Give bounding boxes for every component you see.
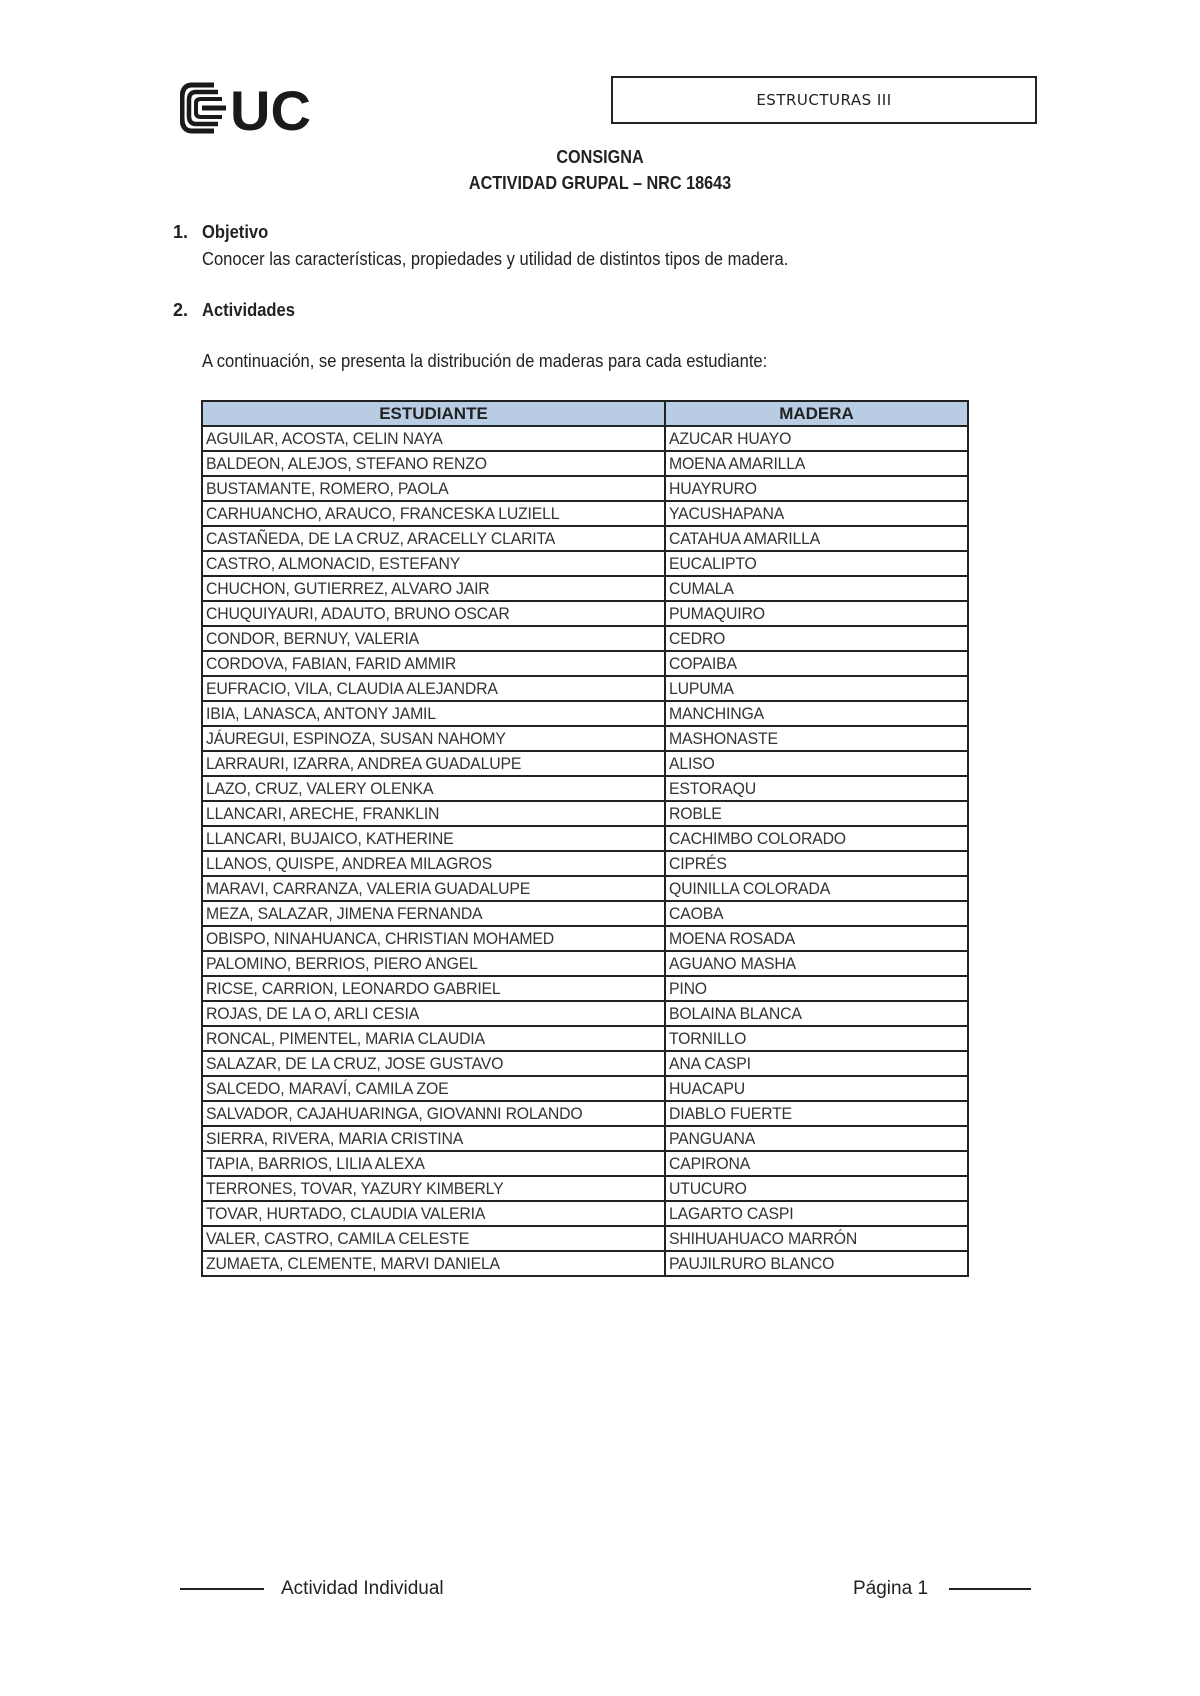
student-name-cell	[202, 851, 665, 876]
student-name: SALVADOR, CAJAHUARINGA, GIOVANNI ROLANDO	[206, 1104, 583, 1123]
student-name-cell	[202, 801, 665, 826]
student-name: SALAZAR, DE LA CRUZ, JOSE GUSTAVO	[206, 1054, 504, 1073]
wood-type: MANCHINGA	[669, 704, 764, 723]
wood-type: PUMAQUIRO	[669, 604, 765, 623]
wood-distribution-table	[201, 400, 969, 1277]
student-name-cell	[202, 651, 665, 676]
wood-type-cell	[665, 951, 968, 976]
course-name: ESTRUCTURAS III	[756, 91, 892, 109]
student-name: LLANOS, QUISPE, ANDREA MILAGROS	[206, 854, 492, 873]
student-name-cell	[202, 776, 665, 801]
wood-type: UTUCURO	[669, 1179, 747, 1198]
wood-type: YACUSHAPANA	[669, 504, 785, 523]
student-name: LLANCARI, BUJAICO, KATHERINE	[206, 829, 454, 848]
wood-type: MASHONASTE	[669, 729, 778, 748]
student-name-cell	[202, 601, 665, 626]
wood-type-cell	[665, 1176, 968, 1201]
wood-type-cell	[665, 1201, 968, 1226]
wood-type-cell	[665, 1026, 968, 1051]
wood-type-cell	[665, 1126, 968, 1151]
footer-left-text: Actividad Individual	[281, 1578, 444, 1599]
wood-type-cell	[665, 1151, 968, 1176]
student-name: CONDOR, BERNUY, VALERIA	[206, 629, 420, 648]
student-name-cell	[202, 676, 665, 701]
document-subtitle: ACTIVIDAD GRUPAL – NRC 18643	[468, 173, 732, 193]
student-name: AGUILAR, ACOSTA, CELIN NAYA	[206, 429, 443, 448]
student-name-cell	[202, 476, 665, 501]
student-name: TAPIA, BARRIOS, LILIA ALEXA	[206, 1154, 425, 1173]
section-number: 1.	[173, 222, 189, 242]
student-name-cell	[202, 451, 665, 476]
wood-type-cell	[665, 701, 968, 726]
wood-type-cell	[665, 876, 968, 901]
student-name-cell	[202, 976, 665, 1001]
student-name-cell	[202, 526, 665, 551]
wood-type-cell	[665, 851, 968, 876]
wood-type: CATAHUA AMARILLA	[669, 529, 821, 548]
wood-type-cell	[665, 1001, 968, 1026]
student-name-cell	[202, 551, 665, 576]
wood-type: CUMALA	[669, 579, 734, 598]
wood-type-cell	[665, 751, 968, 776]
table-row	[202, 901, 968, 926]
table-row	[202, 776, 968, 801]
table-row	[202, 501, 968, 526]
table-row	[202, 1001, 968, 1026]
wood-type: CAPIRONA	[669, 1154, 751, 1173]
student-name-cell	[202, 501, 665, 526]
course-name-box	[611, 76, 1037, 124]
table-row	[202, 526, 968, 551]
student-name: TOVAR, HURTADO, CLAUDIA VALERIA	[206, 1204, 486, 1223]
wood-type: MOENA ROSADA	[669, 929, 796, 948]
student-name: CASTRO, ALMONACID, ESTEFANY	[206, 554, 461, 573]
table-row	[202, 1126, 968, 1151]
student-name: SALCEDO, MARAVÍ, CAMILA ZOE	[206, 1079, 449, 1098]
student-name-cell	[202, 751, 665, 776]
student-name-cell	[202, 1001, 665, 1026]
wood-type-cell	[665, 501, 968, 526]
table-row	[202, 601, 968, 626]
section-actividades-heading	[173, 300, 303, 321]
wood-type-cell	[665, 676, 968, 701]
student-name-cell	[202, 626, 665, 651]
student-name: BALDEON, ALEJOS, STEFANO RENZO	[206, 454, 487, 473]
table-row	[202, 476, 968, 501]
logo-text: UC	[230, 82, 311, 134]
table-row	[202, 951, 968, 976]
wood-type: CACHIMBO COLORADO	[669, 829, 846, 848]
wood-type: HUAYRURO	[669, 479, 757, 498]
student-name: EUFRACIO, VILA, CLAUDIA ALEJANDRA	[206, 679, 498, 698]
student-name: ROJAS, DE LA O, ARLI CESIA	[206, 1004, 420, 1023]
wood-type-cell	[665, 526, 968, 551]
student-name: CHUQUIYAURI, ADAUTO, BRUNO OSCAR	[206, 604, 510, 623]
wood-type: SHIHUAHUACO MARRÓN	[669, 1229, 858, 1248]
student-name: CORDOVA, FABIAN, FARID AMMIR	[206, 654, 457, 673]
student-name: CARHUANCHO, ARAUCO, FRANCESKA LUZIELL	[206, 504, 560, 523]
table-header-row	[202, 401, 968, 426]
wood-type-cell	[665, 426, 968, 451]
student-name: LAZO, CRUZ, VALERY OLENKA	[206, 779, 434, 798]
wood-type: ESTORAQU	[669, 779, 756, 798]
table-row	[202, 651, 968, 676]
table-row	[202, 626, 968, 651]
wood-type: ANA CASPI	[669, 1054, 751, 1073]
wood-type-cell	[665, 626, 968, 651]
section-heading: Objetivo	[202, 222, 269, 242]
wood-type: BOLAINA BLANCA	[669, 1004, 802, 1023]
student-name: PALOMINO, BERRIOS, PIERO ANGEL	[206, 954, 478, 973]
student-name: SIERRA, RIVERA, MARIA CRISTINA	[206, 1129, 464, 1148]
footer-right-rule	[949, 1588, 1031, 1590]
wood-type-cell	[665, 726, 968, 751]
student-name-cell	[202, 1226, 665, 1251]
table-row	[202, 726, 968, 751]
wood-type: CIPRÉS	[669, 854, 727, 873]
wood-type-cell	[665, 776, 968, 801]
wood-type: MOENA AMARILLA	[669, 454, 806, 473]
student-name-cell	[202, 726, 665, 751]
student-name-cell	[202, 876, 665, 901]
wood-type: DIABLO FUERTE	[669, 1104, 792, 1123]
wood-type-cell	[665, 1226, 968, 1251]
student-name-cell	[202, 1076, 665, 1101]
student-name-cell	[202, 1101, 665, 1126]
table-row	[202, 926, 968, 951]
student-name: JÁUREGUI, ESPINOZA, SUSAN NAHOMY	[206, 729, 506, 748]
footer-page-number: Página 1	[853, 1578, 929, 1599]
wood-type: CEDRO	[669, 629, 726, 648]
wood-type-cell	[665, 601, 968, 626]
table-row	[202, 676, 968, 701]
wood-type: EUCALIPTO	[669, 554, 757, 573]
wood-type-cell	[665, 976, 968, 1001]
wood-type: LUPUMA	[669, 679, 734, 698]
wood-type: COPAIBA	[669, 654, 737, 673]
section-heading: Actividades	[202, 300, 295, 320]
student-name: LARRAURI, IZARRA, ANDREA GUADALUPE	[206, 754, 522, 773]
student-name-cell	[202, 901, 665, 926]
student-name-cell	[202, 1251, 665, 1276]
column-header-madera: MADERA	[665, 401, 968, 426]
wood-type-cell	[665, 1076, 968, 1101]
footer-left-rule	[180, 1588, 264, 1590]
wood-type: PINO	[669, 979, 707, 998]
section-number: 2.	[173, 300, 189, 320]
wood-type: TORNILLO	[669, 1029, 747, 1048]
wood-type: AGUANO MASHA	[669, 954, 796, 973]
student-name-cell	[202, 951, 665, 976]
student-name: MEZA, SALAZAR, JIMENA FERNANDA	[206, 904, 483, 923]
student-name: RONCAL, PIMENTEL, MARIA CLAUDIA	[206, 1029, 485, 1048]
student-name: CASTAÑEDA, DE LA CRUZ, ARACELLY CLARITA	[206, 529, 556, 548]
table-row	[202, 451, 968, 476]
student-name: CHUCHON, GUTIERREZ, ALVARO JAIR	[206, 579, 490, 598]
table-row	[202, 1026, 968, 1051]
wood-type-cell	[665, 1101, 968, 1126]
actividades-text: A continuación, se presenta la distribución de maderas para cada estudiante:	[202, 351, 768, 371]
wood-type: CAOBA	[669, 904, 724, 923]
student-name-cell	[202, 576, 665, 601]
student-name: BUSTAMANTE, ROMERO, PAOLA	[206, 479, 449, 498]
table-row	[202, 851, 968, 876]
table-row	[202, 876, 968, 901]
wood-type: LAGARTO CASPI	[669, 1204, 794, 1223]
wood-type-cell	[665, 826, 968, 851]
table-row	[202, 976, 968, 1001]
student-name: IBIA, LANASCA, ANTONY JAMIL	[206, 704, 436, 723]
table-row	[202, 576, 968, 601]
table-row	[202, 1176, 968, 1201]
student-name-cell	[202, 1026, 665, 1051]
table-row	[202, 826, 968, 851]
wood-type-cell	[665, 451, 968, 476]
wood-type: ROBLE	[669, 804, 722, 823]
column-header-estudiante: ESTUDIANTE	[202, 401, 665, 426]
student-name: RICSE, CARRION, LEONARDO GABRIEL	[206, 979, 501, 998]
table-row	[202, 1101, 968, 1126]
wood-type-cell	[665, 576, 968, 601]
wood-type-cell	[665, 651, 968, 676]
wood-type-cell	[665, 1251, 968, 1276]
table-row	[202, 551, 968, 576]
wood-type: PANGUANA	[669, 1129, 756, 1148]
student-name: VALER, CASTRO, CAMILA CELESTE	[206, 1229, 470, 1248]
table-row	[202, 426, 968, 451]
student-name-cell	[202, 1151, 665, 1176]
table-row	[202, 801, 968, 826]
student-name-cell	[202, 1176, 665, 1201]
uc-logo	[180, 82, 340, 134]
student-name-cell	[202, 1051, 665, 1076]
student-name: ZUMAETA, CLEMENTE, MARVI DANIELA	[206, 1254, 500, 1273]
table-row	[202, 701, 968, 726]
student-name-cell	[202, 426, 665, 451]
student-name-cell	[202, 701, 665, 726]
student-name-cell	[202, 1201, 665, 1226]
student-name-cell	[202, 1126, 665, 1151]
student-name: LLANCARI, ARECHE, FRANKLIN	[206, 804, 440, 823]
student-name-cell	[202, 826, 665, 851]
wood-type-cell	[665, 551, 968, 576]
objetivo-text: Conocer las características, propiedades y utilidad de distintos tipos de madera.	[202, 249, 789, 269]
wood-type-cell	[665, 476, 968, 501]
student-name-cell	[202, 926, 665, 951]
wood-type: ALISO	[669, 754, 715, 773]
student-name: OBISPO, NINAHUANCA, CHRISTIAN MOHAMED	[206, 929, 555, 948]
wood-type: AZUCAR HUAYO	[669, 429, 792, 448]
table-row	[202, 751, 968, 776]
table-row	[202, 1151, 968, 1176]
wood-type: QUINILLA COLORADA	[669, 879, 831, 898]
student-name: TERRONES, TOVAR, YAZURY KIMBERLY	[206, 1179, 504, 1198]
wood-type-cell	[665, 801, 968, 826]
wood-type-cell	[665, 926, 968, 951]
table-row	[202, 1201, 968, 1226]
wood-type: PAUJILRURO BLANCO	[669, 1254, 835, 1273]
section-objetivo-heading	[173, 222, 274, 243]
student-name: MARAVI, CARRANZA, VALERIA GUADALUPE	[206, 879, 531, 898]
table-row	[202, 1076, 968, 1101]
table-row	[202, 1051, 968, 1076]
table-row	[202, 1226, 968, 1251]
document-title: CONSIGNA	[556, 147, 644, 167]
wood-type-cell	[665, 901, 968, 926]
wood-type: HUACAPU	[669, 1079, 746, 1098]
table-row	[202, 1251, 968, 1276]
uc-logo-graphic	[180, 82, 340, 134]
wood-type-cell	[665, 1051, 968, 1076]
